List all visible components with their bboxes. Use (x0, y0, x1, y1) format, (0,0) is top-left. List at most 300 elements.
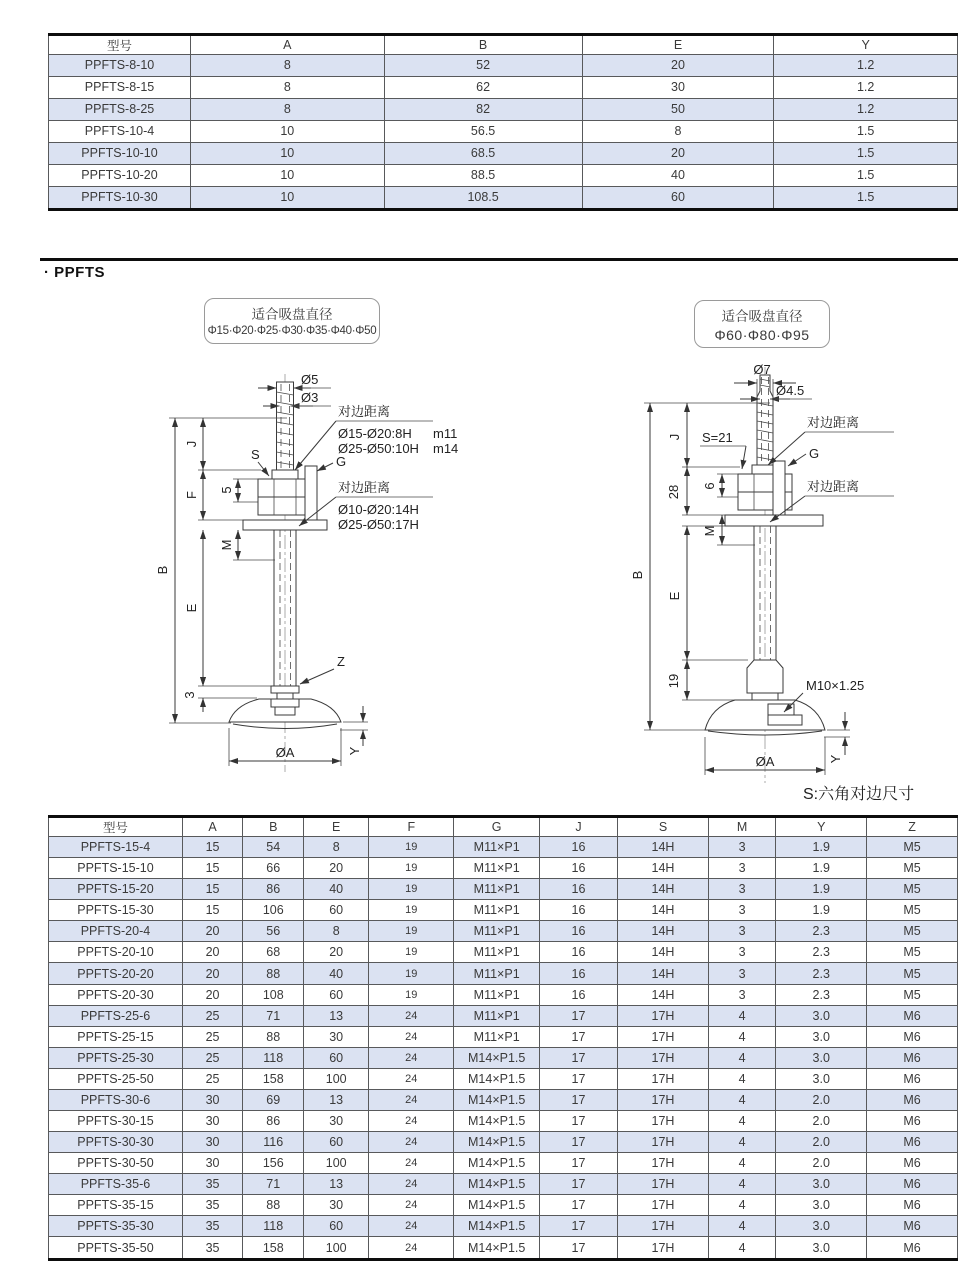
cell: 4 (708, 1216, 775, 1237)
cell: 13 (304, 1005, 369, 1026)
cell: 4 (708, 1089, 775, 1110)
cell: PPFTS-15-20 (49, 879, 183, 900)
cell: PPFTS-35-30 (49, 1216, 183, 1237)
cell: 24 (369, 1111, 454, 1132)
cell: PPFTS-35-6 (49, 1174, 183, 1195)
cell: 19 (369, 837, 454, 858)
cell: PPFTS-8-15 (49, 76, 191, 98)
adapter-body (747, 660, 783, 693)
table-row (49, 1111, 958, 1132)
cell: 100 (304, 1153, 369, 1174)
cell: 20 (582, 55, 774, 77)
cell: 20 (304, 858, 369, 879)
cell: PPFTS-10-10 (49, 142, 191, 164)
cell: 17H (618, 1068, 709, 1089)
cell: 3.0 (776, 1026, 867, 1047)
note-title: 对边距离 (807, 415, 860, 430)
cell: 17H (618, 1005, 709, 1026)
table-row (49, 1174, 958, 1195)
cell: 35 (182, 1237, 242, 1260)
cell: 15 (182, 858, 242, 879)
cell: 17 (539, 1047, 617, 1068)
cell: M14×P1.5 (454, 1047, 539, 1068)
dim-label: S (251, 447, 260, 462)
cell: 106 (243, 900, 304, 921)
table-row (49, 837, 958, 858)
cell: 3.0 (776, 1216, 867, 1237)
hex-dimension-footnote: S:六角对边尺寸 (803, 786, 915, 803)
dim-label: J (184, 440, 199, 448)
cell: 15 (182, 879, 242, 900)
cell: 25 (182, 1026, 242, 1047)
cell: 35 (182, 1195, 242, 1216)
dim-label: Y (828, 754, 843, 764)
cell: M11×P1 (454, 963, 539, 984)
cell: 108.5 (384, 186, 582, 209)
column-header: B (384, 35, 582, 55)
cell: 4 (708, 1195, 775, 1216)
cell: 1.9 (776, 900, 867, 921)
column-header: Y (776, 817, 867, 837)
cell: M14×P1.5 (454, 1237, 539, 1260)
header-row (49, 35, 958, 55)
column-header: E (304, 817, 369, 837)
cell: 17H (618, 1026, 709, 1047)
cell: M6 (867, 1089, 958, 1110)
cell: 60 (304, 900, 369, 921)
table-row (49, 76, 958, 98)
cell: M11×P1 (454, 921, 539, 942)
table-row (49, 1089, 958, 1110)
cell: 86 (243, 1111, 304, 1132)
cell: M11×P1 (454, 942, 539, 963)
cell: 17 (539, 1132, 617, 1153)
cell: M6 (867, 1132, 958, 1153)
cell: M11×P1 (454, 1005, 539, 1026)
cell: 3.0 (776, 1047, 867, 1068)
dim-label: F (184, 491, 199, 499)
cell: PPFTS-25-30 (49, 1047, 183, 1068)
dim-label: Z (337, 654, 345, 669)
cell: 1.9 (776, 837, 867, 858)
cell: 69 (243, 1089, 304, 1110)
note-title: 对边距离 (338, 480, 391, 495)
cell: 3 (708, 963, 775, 984)
cell: 100 (304, 1068, 369, 1089)
cell: 156 (243, 1153, 304, 1174)
table-row (49, 942, 958, 963)
cell: 1.9 (776, 858, 867, 879)
fit-box-sizes: Φ15·Φ20·Φ25·Φ30·Φ35·Φ40·Φ50 (207, 325, 377, 337)
column-header: 型号 (49, 35, 191, 55)
cell: M14×P1.5 (454, 1089, 539, 1110)
cell: 3 (708, 921, 775, 942)
cell: 14H (618, 858, 709, 879)
cell: 19 (369, 963, 454, 984)
table-row (49, 1132, 958, 1153)
cell: 66 (243, 858, 304, 879)
cell: 88 (243, 1026, 304, 1047)
cell: 62 (384, 76, 582, 98)
cell: PPFTS-35-15 (49, 1195, 183, 1216)
cell: 14H (618, 879, 709, 900)
cell: PPFTS-15-10 (49, 858, 183, 879)
cell: 116 (243, 1132, 304, 1153)
left-technical-drawing (55, 368, 485, 800)
dim-label: B (630, 570, 645, 580)
cell: M11×P1 (454, 1026, 539, 1047)
dim-label: E (184, 603, 199, 613)
table-row (49, 984, 958, 1005)
cell: 40 (304, 963, 369, 984)
cell: 4 (708, 1026, 775, 1047)
cell: 86 (243, 879, 304, 900)
cell: 17H (618, 1153, 709, 1174)
cell: M14×P1.5 (454, 1216, 539, 1237)
cell: M11×P1 (454, 879, 539, 900)
table-row (49, 1026, 958, 1047)
cell: 30 (182, 1089, 242, 1110)
cell: 158 (243, 1068, 304, 1089)
cell: 20 (182, 984, 242, 1005)
cell: 24 (369, 1237, 454, 1260)
cell: 13 (304, 1174, 369, 1195)
cell: 4 (708, 1237, 775, 1260)
cell: 4 (708, 1132, 775, 1153)
cell: 30 (304, 1111, 369, 1132)
cell: PPFTS-30-15 (49, 1111, 183, 1132)
note-line: Ø25-Ø50:17H (338, 517, 419, 532)
cell: M6 (867, 1026, 958, 1047)
cell: 4 (708, 1174, 775, 1195)
cell: M6 (867, 1047, 958, 1068)
cell: 24 (369, 1047, 454, 1068)
cell: 56 (243, 921, 304, 942)
cell: 16 (539, 942, 617, 963)
cell: M6 (867, 1174, 958, 1195)
cell: 20 (182, 963, 242, 984)
note-line: m11 (433, 426, 458, 441)
cell: 24 (369, 1216, 454, 1237)
table-row (49, 1047, 958, 1068)
cell: PPFTS-10-4 (49, 120, 191, 142)
cell: 10 (191, 164, 385, 186)
threaded-stud (757, 375, 773, 465)
cell: 4 (708, 1153, 775, 1174)
cell: 4 (708, 1047, 775, 1068)
cell: M6 (867, 1111, 958, 1132)
cell: 4 (708, 1005, 775, 1026)
cell: 3.0 (776, 1174, 867, 1195)
cell: M6 (867, 1153, 958, 1174)
cell: 17 (539, 1089, 617, 1110)
cell: 1.2 (774, 76, 958, 98)
cell: M5 (867, 879, 958, 900)
note-title: 对边距离 (807, 479, 860, 494)
spec-table-large-sizes (48, 815, 958, 1261)
cell: M14×P1.5 (454, 1068, 539, 1089)
cell: 17 (539, 1068, 617, 1089)
cell: 19 (369, 858, 454, 879)
cell: 8 (191, 98, 385, 120)
table-row (49, 142, 958, 164)
note-line: Ø15-Ø20:8H (338, 426, 412, 441)
cell: 19 (369, 984, 454, 1005)
cell: 24 (369, 1089, 454, 1110)
table-row (49, 1005, 958, 1026)
dim-label: Y (347, 746, 362, 756)
fit-diameter-box-right (694, 300, 830, 348)
g-plate (305, 466, 317, 520)
cell: 2.3 (776, 963, 867, 984)
dim-label: ØA (755, 754, 775, 769)
cell: 8 (582, 120, 774, 142)
cell: 30 (304, 1195, 369, 1216)
suction-cup-body (705, 700, 825, 730)
cell: M14×P1.5 (454, 1195, 539, 1216)
cell: M6 (867, 1068, 958, 1089)
cell: 35 (182, 1174, 242, 1195)
cell: 2.3 (776, 984, 867, 1005)
table-row (49, 1195, 958, 1216)
column-header: F (369, 817, 454, 837)
column-header: Y (774, 35, 958, 55)
dim-label: ØA (275, 745, 295, 760)
cell: 17H (618, 1195, 709, 1216)
section-divider (40, 258, 958, 261)
cell: 30 (182, 1132, 242, 1153)
table-row (49, 858, 958, 879)
right-technical-drawing (612, 363, 968, 808)
cell: 30 (582, 76, 774, 98)
cell: 14H (618, 963, 709, 984)
dim-label: M (219, 539, 234, 551)
cell: M6 (867, 1195, 958, 1216)
note-line: Ø25-Ø50:10H (338, 441, 419, 456)
dim-label: 5 (219, 486, 234, 494)
cell: 2.0 (776, 1089, 867, 1110)
cell: 3 (708, 984, 775, 1005)
cell: 24 (369, 1026, 454, 1047)
cell: 68.5 (384, 142, 582, 164)
table-row (49, 1237, 958, 1260)
cell: 17H (618, 1111, 709, 1132)
column-header: S (618, 817, 709, 837)
table-row (49, 98, 958, 120)
cell: M5 (867, 963, 958, 984)
cell: 15 (182, 837, 242, 858)
cell: 10 (191, 120, 385, 142)
cell: 17H (618, 1216, 709, 1237)
table-row (49, 900, 958, 921)
flange-plate (725, 515, 823, 526)
cell: PPFTS-10-20 (49, 164, 191, 186)
cell: 40 (304, 879, 369, 900)
cell: 60 (304, 1216, 369, 1237)
cell: M6 (867, 1005, 958, 1026)
table-row (49, 120, 958, 142)
note-line: Ø10-Ø20:14H (338, 502, 419, 517)
cell: 1.5 (774, 186, 958, 209)
cell: 24 (369, 1153, 454, 1174)
table-row (49, 55, 958, 77)
cell: M14×P1.5 (454, 1111, 539, 1132)
cell: 2.0 (776, 1111, 867, 1132)
dim-label: S=21 (702, 430, 733, 445)
g-plate (773, 461, 785, 515)
cell: 17 (539, 1195, 617, 1216)
cell: 17 (539, 1153, 617, 1174)
cell: M5 (867, 921, 958, 942)
dim-label: Ø5 (301, 372, 319, 387)
cell: 14H (618, 900, 709, 921)
fit-box-title: 适合吸盘直径 (251, 307, 333, 322)
dim-label: 28 (666, 484, 681, 500)
fit-box-title: 适合吸盘直径 (721, 309, 803, 324)
cell: 2.3 (776, 942, 867, 963)
cell: 13 (304, 1089, 369, 1110)
column-header: A (191, 35, 385, 55)
cell: 1.2 (774, 55, 958, 77)
cell: PPFTS-20-10 (49, 942, 183, 963)
cell: 4 (708, 1111, 775, 1132)
cell: M5 (867, 900, 958, 921)
cell: M5 (867, 858, 958, 879)
cell: 118 (243, 1047, 304, 1068)
dim-label: G (809, 446, 820, 461)
header-row (49, 817, 958, 837)
cell: 30 (182, 1153, 242, 1174)
cell: PPFTS-30-50 (49, 1153, 183, 1174)
fit-box-sizes: Φ60·Φ80·Φ95 (714, 327, 810, 343)
cell: 14H (618, 921, 709, 942)
cell: 82 (384, 98, 582, 120)
cell: 2.0 (776, 1153, 867, 1174)
dim-label: E (667, 591, 682, 601)
cell: 1.5 (774, 142, 958, 164)
column-header: Z (867, 817, 958, 837)
dim-label: 3 (182, 691, 197, 699)
cell: 16 (539, 900, 617, 921)
section-title: · PPFTS (44, 264, 106, 281)
cell: PPFTS-20-30 (49, 984, 183, 1005)
table-row (49, 879, 958, 900)
cell: 3.0 (776, 1195, 867, 1216)
cell: 19 (369, 942, 454, 963)
cell: 3.0 (776, 1068, 867, 1089)
cell: M11×P1 (454, 858, 539, 879)
cell: 3.0 (776, 1005, 867, 1026)
cell: PPFTS-25-50 (49, 1068, 183, 1089)
cell: 8 (304, 837, 369, 858)
cell: 17H (618, 1237, 709, 1260)
cell: 1.5 (774, 164, 958, 186)
cell: 71 (243, 1174, 304, 1195)
cell: 24 (369, 1195, 454, 1216)
cell: 25 (182, 1005, 242, 1026)
threaded-stud (277, 382, 294, 470)
cell: 1.9 (776, 879, 867, 900)
cell: 19 (369, 879, 454, 900)
cell: 14H (618, 837, 709, 858)
cell: PPFTS-15-4 (49, 837, 183, 858)
cell: 88.5 (384, 164, 582, 186)
fit-diameter-box-left (204, 298, 380, 344)
cell: 3 (708, 858, 775, 879)
cell: M5 (867, 942, 958, 963)
dim-label: B (155, 565, 170, 575)
cell: 10 (191, 186, 385, 209)
cell: 17H (618, 1132, 709, 1153)
cell: 25 (182, 1068, 242, 1089)
cell: 10 (191, 142, 385, 164)
dim-label: Ø7 (753, 363, 771, 377)
cell: 88 (243, 1195, 304, 1216)
note-title: 对边距离 (338, 404, 391, 419)
cell: 25 (182, 1047, 242, 1068)
table-row (49, 921, 958, 942)
column-header: 型号 (49, 817, 183, 837)
column-header: B (243, 817, 304, 837)
table-row (49, 1216, 958, 1237)
cell: 24 (369, 1174, 454, 1195)
cell: 68 (243, 942, 304, 963)
cell: 54 (243, 837, 304, 858)
cell: M14×P1.5 (454, 1132, 539, 1153)
cell: 3.0 (776, 1237, 867, 1260)
cell: 71 (243, 1005, 304, 1026)
cell: 30 (304, 1026, 369, 1047)
cell: M14×P1.5 (454, 1153, 539, 1174)
cell: 17H (618, 1047, 709, 1068)
cell: PPFTS-8-25 (49, 98, 191, 120)
cell: 19 (369, 921, 454, 942)
cell: 8 (191, 55, 385, 77)
cell: PPFTS-8-10 (49, 55, 191, 77)
cell: PPFTS-25-15 (49, 1026, 183, 1047)
cell: 16 (539, 879, 617, 900)
cell: M5 (867, 837, 958, 858)
cell: 60 (304, 984, 369, 1005)
table-row (49, 963, 958, 984)
cell: PPFTS-35-50 (49, 1237, 183, 1260)
cell: PPFTS-30-6 (49, 1089, 183, 1110)
cell: 17H (618, 1174, 709, 1195)
dim-label: 6 (702, 482, 717, 490)
cell: 20 (582, 142, 774, 164)
cell: 60 (304, 1132, 369, 1153)
cell: 35 (182, 1216, 242, 1237)
cell: 16 (539, 921, 617, 942)
cell: 30 (182, 1111, 242, 1132)
cell: 14H (618, 942, 709, 963)
cell: PPFTS-20-20 (49, 963, 183, 984)
cell: 16 (539, 858, 617, 879)
cell: M5 (867, 984, 958, 1005)
column-header: E (582, 35, 774, 55)
cell: 3 (708, 837, 775, 858)
cell: 17 (539, 1216, 617, 1237)
cell: PPFTS-30-30 (49, 1132, 183, 1153)
cell: M6 (867, 1216, 958, 1237)
cell: 24 (369, 1005, 454, 1026)
cell: 4 (708, 1068, 775, 1089)
cell: 14H (618, 984, 709, 1005)
cell: 8 (304, 921, 369, 942)
cell: 17 (539, 1005, 617, 1026)
column-header: G (454, 817, 539, 837)
suction-cup-body (229, 699, 341, 722)
